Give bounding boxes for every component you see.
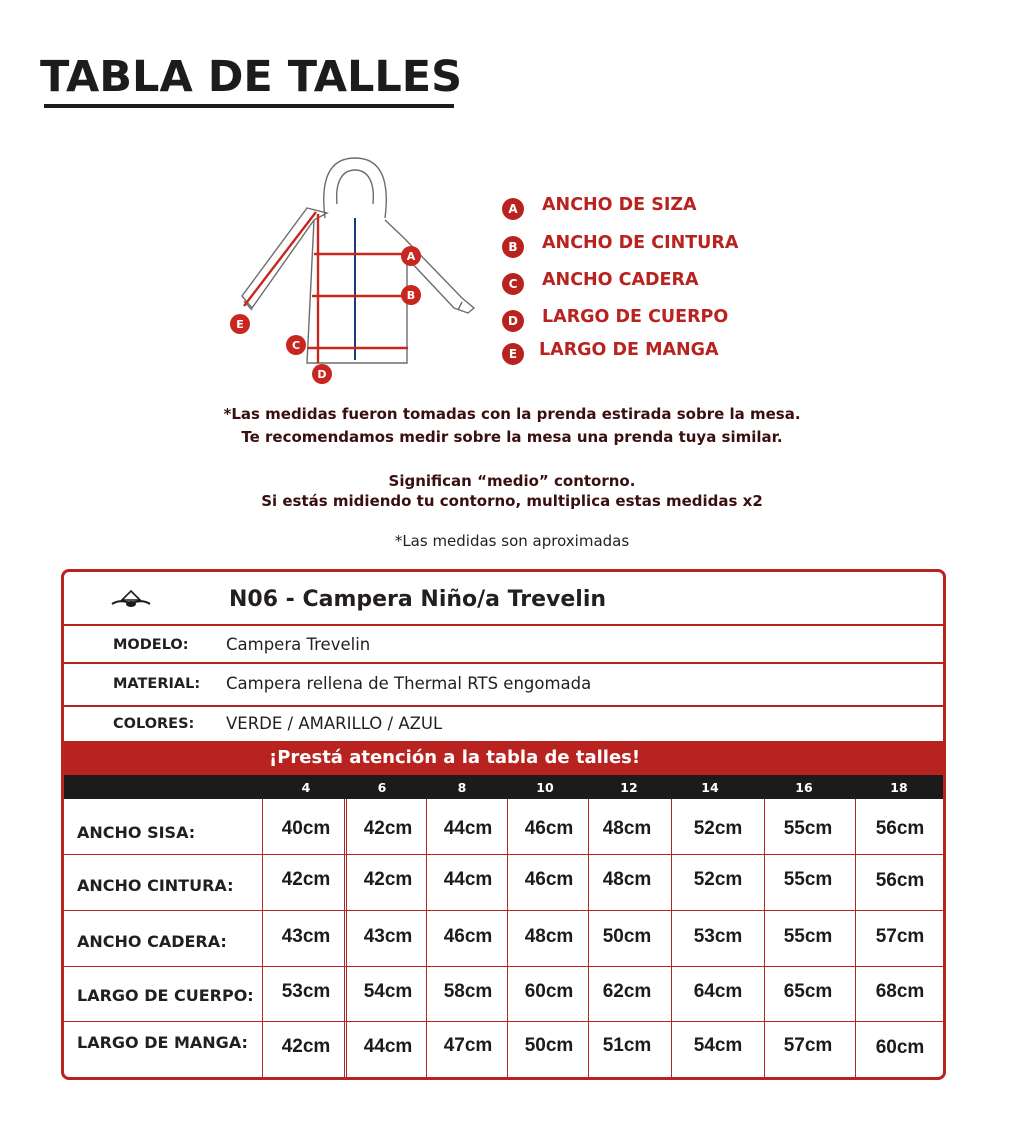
table-cell: 42cm [363, 818, 413, 839]
table-cell: 56cm [875, 870, 925, 891]
right-sleeve-outline [385, 220, 474, 313]
table-cell: 53cm [693, 926, 743, 947]
size-header: 16 [795, 780, 813, 795]
table-cell: 48cm [602, 869, 652, 890]
hood-inner [337, 170, 374, 204]
table-cell: 44cm [363, 1036, 413, 1057]
note-approximate: *Las medidas son aproximadas [394, 532, 630, 550]
table-cell: 50cm [524, 1035, 574, 1056]
legend-label-e: LARGO DE MANGA [539, 340, 719, 360]
row-divider [64, 854, 943, 855]
table-cell: 52cm [693, 818, 743, 839]
size-header: 4 [301, 780, 311, 795]
table-cell: 55cm [783, 818, 833, 839]
row-label: LARGO DE MANGA: [77, 1033, 248, 1052]
note-half-contour: Significan “medio” contorno. [388, 472, 636, 490]
table-cell: 43cm [281, 926, 331, 947]
legend-badge-d: D [502, 310, 524, 332]
note-measurement-method: *Las medidas fueron tomadas con la prenda estirada sobre la mesa. [223, 405, 801, 423]
brand-logo-icon [110, 588, 152, 610]
row-divider [64, 1021, 943, 1022]
table-cell: 65cm [783, 981, 833, 1002]
attention-banner [64, 741, 943, 775]
divider [64, 624, 943, 626]
table-cell: 53cm [281, 981, 331, 1002]
right-cuff [458, 302, 462, 310]
marker-a-label: A [406, 250, 416, 263]
row-label: ANCHO SISA: [77, 823, 196, 842]
size-header-row [64, 775, 943, 799]
modelo-value: Campera Trevelin [226, 635, 371, 654]
table-cell: 48cm [602, 818, 652, 839]
product-title: N06 - Campera Niño/a Trevelin [229, 587, 607, 612]
row-label: LARGO DE CUERPO: [77, 986, 254, 1005]
table-cell: 62cm [602, 981, 652, 1002]
size-header: 12 [620, 780, 638, 795]
legend-badge-a: A [502, 198, 524, 220]
measure-line-e [244, 212, 316, 306]
size-header: 6 [377, 780, 387, 795]
table-cell: 64cm [693, 981, 743, 1002]
table-cell: 55cm [783, 869, 833, 890]
note-multiply: Si estás midiendo tu contorno, multiplica estas medidas x2 [261, 492, 763, 510]
marker-d-label: D [317, 368, 327, 381]
size-chart-card [61, 569, 946, 1080]
grid-line [764, 799, 765, 1080]
material-label: MATERIAL: [113, 676, 201, 692]
legend-label-d: LARGO DE CUERPO [542, 307, 729, 327]
size-header: 18 [890, 780, 908, 795]
row-label: ANCHO CADERA: [77, 932, 227, 951]
size-header: 10 [536, 780, 554, 795]
hood-outline [324, 158, 387, 218]
row-divider [64, 910, 943, 911]
table-cell: 46cm [524, 869, 574, 890]
row-divider [64, 966, 943, 967]
table-cell: 46cm [524, 818, 574, 839]
legend-label-c: ANCHO CADERA [542, 270, 699, 290]
modelo-label: MODELO: [113, 637, 189, 653]
jacket-diagram [222, 138, 482, 388]
marker-b-label: B [406, 289, 416, 302]
table-cell: 48cm [524, 926, 574, 947]
table-cell: 42cm [363, 869, 413, 890]
table-cell: 60cm [524, 981, 574, 1002]
size-header: 14 [701, 780, 719, 795]
divider [64, 705, 943, 707]
body-outline [307, 220, 407, 363]
marker-e-label: E [236, 318, 244, 331]
table-cell: 56cm [875, 818, 925, 839]
table-cell: 44cm [443, 818, 493, 839]
legend-label-a: ANCHO DE SIZA [542, 195, 697, 215]
title-underline [44, 104, 454, 108]
table-cell: 58cm [443, 981, 493, 1002]
table-cell: 46cm [443, 926, 493, 947]
table-cell: 57cm [875, 926, 925, 947]
table-cell: 40cm [281, 818, 331, 839]
table-cell: 42cm [281, 869, 331, 890]
table-cell: 55cm [783, 926, 833, 947]
table-cell: 57cm [783, 1035, 833, 1056]
row-label: ANCHO CINTURA: [77, 876, 234, 895]
legend-label-b: ANCHO DE CINTURA [542, 233, 739, 253]
table-cell: 51cm [602, 1035, 652, 1056]
colores-label: COLORES: [113, 716, 195, 732]
table-cell: 52cm [693, 869, 743, 890]
grid-line [855, 799, 856, 1080]
divider [64, 662, 943, 664]
attention-banner-text: ¡Prestá atención a la tabla de talles! [269, 747, 641, 768]
grid-line [671, 799, 672, 1080]
table-cell: 42cm [281, 1036, 331, 1057]
size-header: 8 [457, 780, 467, 795]
material-value: Campera rellena de Thermal RTS engomada [226, 674, 592, 693]
table-cell: 54cm [363, 981, 413, 1002]
table-cell: 44cm [443, 869, 493, 890]
table-cell: 68cm [875, 981, 925, 1002]
marker-c-label: C [291, 339, 301, 352]
table-cell: 50cm [602, 926, 652, 947]
legend-badge-e: E [502, 343, 524, 365]
legend-badge-c: C [502, 273, 524, 295]
note-recommendation: Te recomendamos medir sobre la mesa una prenda tuya similar. [241, 428, 783, 446]
legend-badge-b: B [502, 236, 524, 258]
table-cell: 43cm [363, 926, 413, 947]
page-title: TABLA DE TALLES [40, 52, 463, 102]
table-cell: 47cm [443, 1035, 493, 1056]
table-cell: 60cm [875, 1037, 925, 1058]
colores-value: VERDE / AMARILLO / AZUL [226, 714, 443, 733]
table-cell: 54cm [693, 1035, 743, 1056]
grid-line [262, 799, 263, 1080]
